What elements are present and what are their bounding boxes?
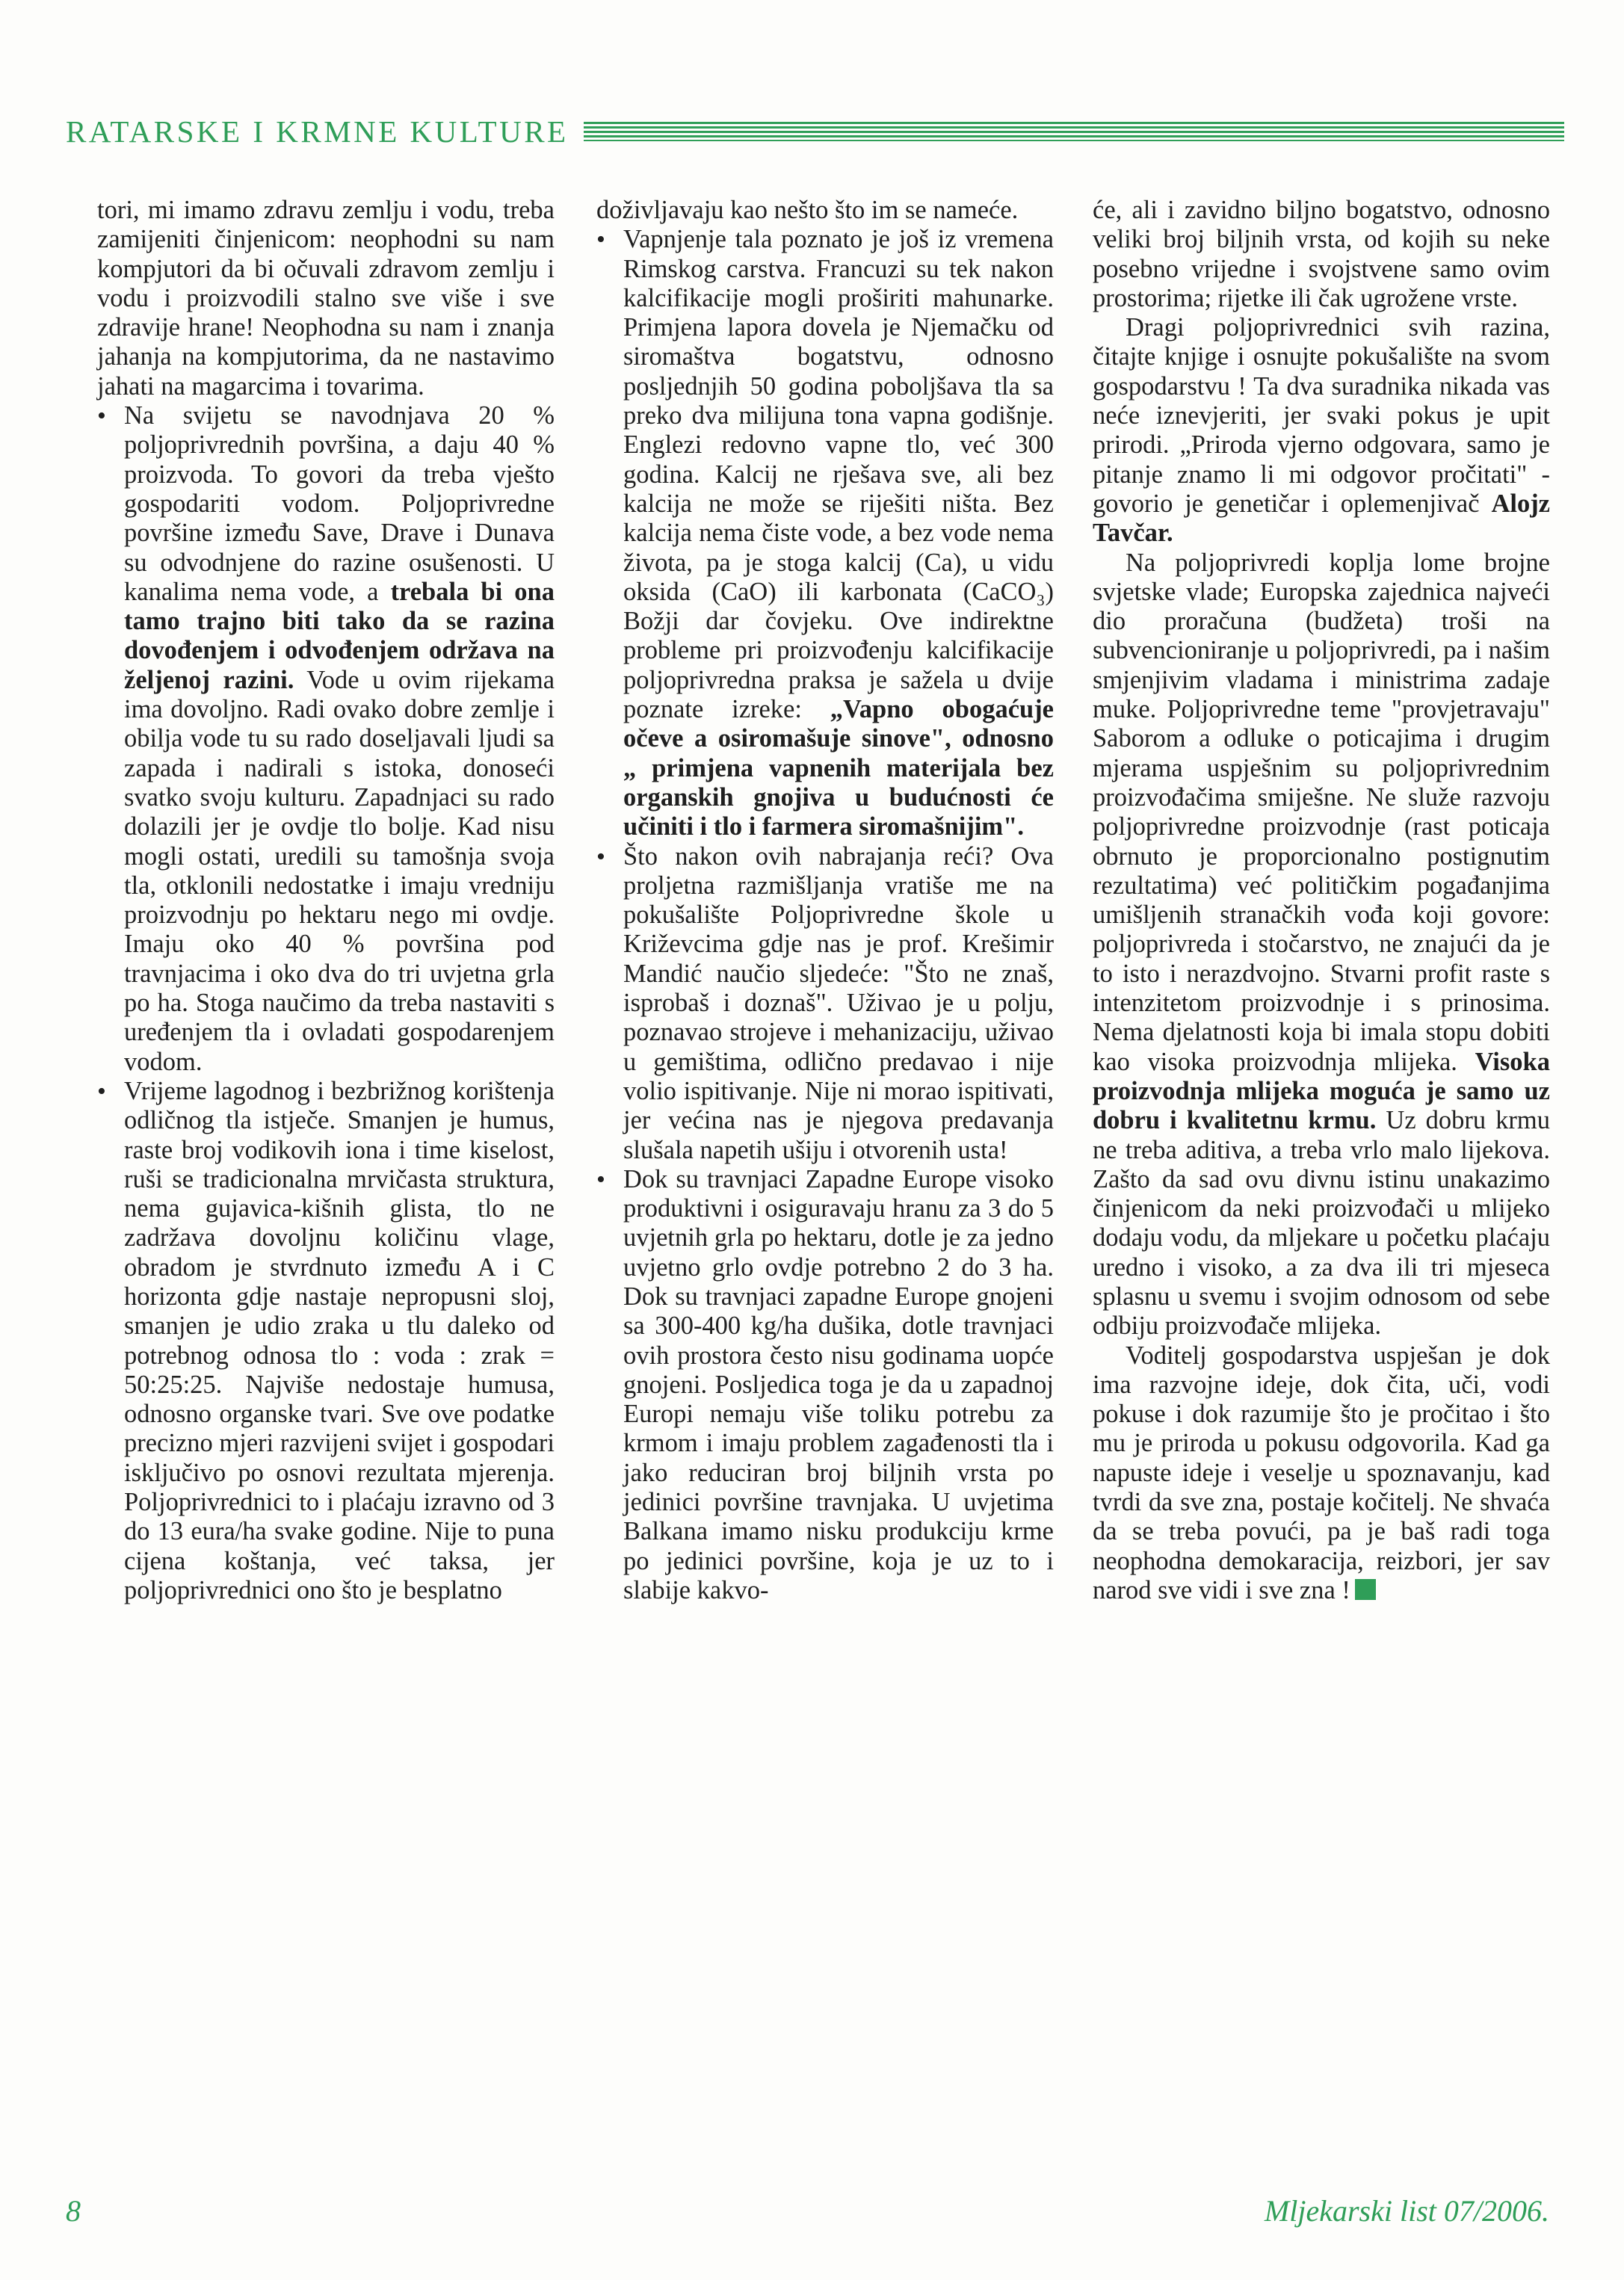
- section-title: RATARSKE I KRMNE KULTURE: [66, 114, 569, 149]
- bullet-paragraph: • Vrijeme lagodnog i bezbrižnog korištenja odličnog tla istječe. Smanjen je humus, raste broj vodikovih iona i time kiselost, ruši se tradicionalna mrvičasta struktura, nema gujavica-kišnih glista, tlo ne zadržava dovoljnu količinu vlage, obradom je stvrdnuto između A i C horizonta gdje nastaje nepropusni sloj, smanjen je udio zraka u tlu daleko od potrebnog odnosa tlo : voda : zrak = 50:25:25. Najviše nedostaje humusa, odnosno organske tvari. Sve ove podatke precizno mjeri razvijeni svijet i gospodari isključivo po osnovi rezultata mjerenja. Poljoprivrednici to i plaćaju izravno od 3 do 13 eura/ha svake godine. Nije to puna cijena koštanja, već taksa, jer poljoprivrednici ono što je besplatno: [97, 1077, 555, 1605]
- article-column-2: [596, 196, 1054, 1605]
- paragraph: Voditelj gospodarstva uspješan je dok ima razvojne ideje, dok čita, uči, vodi pokuse i dok razumije što je pročitao i što mu je priroda u pokusu odgovorila. Kad ga napuste ideje i veselje u spoznavanju, kad tvrdi da sve zna, postaje kočitelj. Ne shvaća da se treba povući, pa je baš radi toga neophodna demokaracija, reizbori, jer sav narod sve vidi i sve zna !: [1093, 1341, 1550, 1604]
- publication-footer: Mljekarski list 07/2006.: [1264, 2194, 1549, 2228]
- page-number: 8: [66, 2194, 81, 2228]
- paragraph: tori, mi imamo zdravu zemlju i vodu, treba zamijeniti činjenicom: neophodni su nam kompjutori da bi očuvali zdravom zemlju i vodu i proizvodili stalno sve više i sve zdravije hrane! Neophodna su nam i znanja jahanja na kompjutorima, da ne nastavimo jahati na magarcima i tovarima.: [97, 196, 555, 401]
- bullet-paragraph: • Što nakon ovih nabrajanja reći? Ova proljetna razmišljanja vratiše me na pokušalište Poljoprivredne škole u Križevcima gdje nas je prof. Krešimir Mandić naučio sljedeće: "Što ne znaš, isprobaš i doznaš". Uživao je u polju, poznavao strojeve i mehanizaciju, uživao u gemištima, odlično predavao i nije volio ispitivanje. Nije ni morao ispitivati, jer većina nas je njegova predavanja slušala napetih ušiju i otvorenih usta!: [596, 842, 1054, 1165]
- header-rule: [584, 122, 1564, 141]
- paragraph: će, ali i zavidno biljno bogatstvo, odnosno veliki broj biljnih vrsta, od kojih su neke posebno vrijedne i svojstvene samo ovim prostorima; rijetke ili čak ugrožene vrste.: [1093, 196, 1550, 312]
- bullet-paragraph: • Na svijetu se navodnjava 20 % poljoprivrednih površina, a daju 40 % proizvoda. To govori da treba vješto gospodariti vodom. Poljoprivredne površine između Save, Drave i Dunava su odvodnjene do razine osušenosti. U kanalima nema vode, a trebala bi ona tamo trajno biti tako da se razina dovođenjem i odvođenjem održava na željenoj razini. Vode u ovim rijekama ima dovoljno. Radi ovako dobre zemlje i obilja vode tu su rado doseljavali ljudi sa zapada i nadirali s istoka, donoseći svatko svoju kulturu. Zapadnjaci su rado dolazili jer je ovdje tlo bolje. Kad nisu mogli ostati, uredili su tamošnja svoja tla, otklonili nedostatke i imaju vredniju proizvodnju po hektaru nego mi ovdje. Imaju oko 40 % površina pod travnjacima i oko dva do tri uvjetna grla po ha. Stoga naučimo da treba nastaviti s uređenjem tla i ovladati gospodarenjem vodom.: [97, 401, 555, 1077]
- section-header: [66, 112, 1564, 151]
- article-column-3: [1093, 196, 1550, 1605]
- article-column-1: [97, 196, 555, 1605]
- paragraph: doživljavaju kao nešto što im se nameće.: [596, 196, 1019, 224]
- bullet-paragraph: • Vapnjenje tala poznato je još iz vremena Rimskog carstva. Francuzi su tek nakon kalcifikacije mogli proširiti mahunarke. Primjena lapora dovela je Njemačku od siromaštva bogatstvu, odnosno posljednjih 50 godina poboljšava tla sa preko dva milijuna tona vapna godišnje. Englezi redovno vapne tlo, već 300 godina. Kalcij ne rješava sve, ali bez kalcija ne može se riješiti ništa. Bez kalcija nema čiste vode, a bez vode nema života, pa je stoga kalcij (Ca), u vidu oksida (CaO) ili karbonata (CaCO₃) Božji dar čovjeku. Ove indirektne probleme pri proizvođenju kalcifikacije poljoprivredna praksa je sažela u dvije poznate izreke: „Vapno obogaćuje očeve a osiromašuje sinove", odnosno „ primjena vapnenih materijala bez organskih gnojiva u budućnosti će učiniti i tlo i farmera siromašnijim".: [596, 225, 1054, 841]
- end-of-article-square-icon: [1355, 1579, 1376, 1600]
- paragraph: Dragi poljoprivrednici svih razina, čitajte knjige i osnujte pokušalište na svom gospodarstvu ! Ta dva suradnika nikada vas neće iznevjeriti, jer svaki pokus je upit prirodi. „Priroda vjerno odgovara, samo je pitanje znamo li mi odgovor pročitati" - govorio je genetičar i oplemenjivač Alojz Tavčar.: [1093, 313, 1550, 548]
- paragraph: Na poljoprivredi koplja lome brojne svjetske vlade; Europska zajednica najveći dio proračuna (budžeta) troši na subvencioniranje u poljoprivredi, pa i našim smjenjivim vladama i ministrima zadaje muke. Poljoprivredne teme "provjetravaju" Saborom a odluke o poticajima i drugim mjerama uspješnim su poljoprivrednim proizvođačima smiješne. Ne služe razvoju poljoprivredne proizvodnje (rast poticaja obrnuto je proporcionalno postignutim rezultatima) već političkim pogađanjima umišljenih stranačkih vođa koji govore: poljoprivreda i stočarstvo, ne znajući da je to isto i nerazdvojno. Stvarni profit raste s intenzitetom proizvodnje i s prinosima. Nema djelatnosti koja bi imala stopu dobiti kao visoka proizvodnja mlijeka. Visoka proizvodnja mlijeka moguća je samo uz dobru i kvalitetnu krmu. Uz dobru krmu ne treba aditiva, a treba vrlo malo lijekova. Zašto da sad ovu divnu istinu unakazimo činjenicom da neki proizvođači u mlijeko dodaju vodu, da mljekare u početku plaćaju uredno i visoko, a za dva ili tri mjeseca splasnu u svemu i svojim odnosom od sebe odbiju proizvođače mlijeka.: [1093, 548, 1550, 1341]
- bullet-paragraph: • Dok su travnjaci Zapadne Europe visoko produktivni i osiguravaju hranu za 3 do 5 uvjetnih grla po hektaru, dotle je za jedno uvjetno grlo ovdje potrebno 2 do 3 ha. Dok su travnjaci zapadne Europe gnojeni sa 300-400 kg/ha dušika, dotle travnjaci ovih prostora često nisu godinama uopće gnojeni. Posljedica toga je da u zapadnoj Europi nemaju više toliku potrebu za krmom i imaju problem zagađenosti tla i jako reduciran broj biljnih vrsta po jedinici površine travnjaka. U uvjetima Balkana imamo nisku produkciju krme po jedinici površine, koja je uz to i slabije kakvo-: [596, 1165, 1054, 1605]
